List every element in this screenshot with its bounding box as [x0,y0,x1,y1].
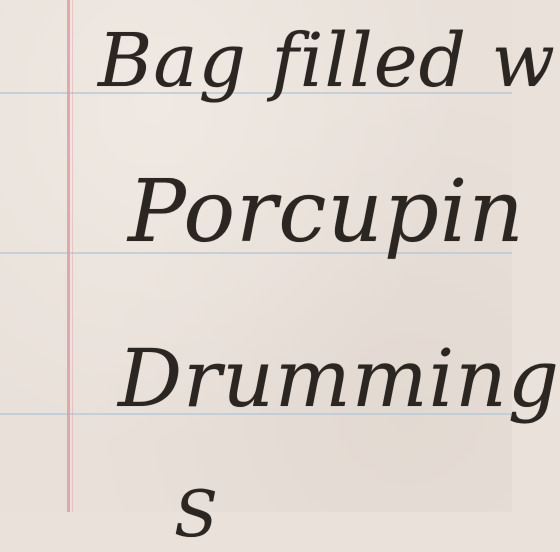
handwritten-line: Drumming [118,332,560,425]
handwritten-line: Bag filled w [98,18,556,104]
margin-line [67,0,70,512]
handwritten-line: S [174,478,219,552]
margin-line [72,0,73,512]
handwritten-line: Porcupin [128,162,525,262]
